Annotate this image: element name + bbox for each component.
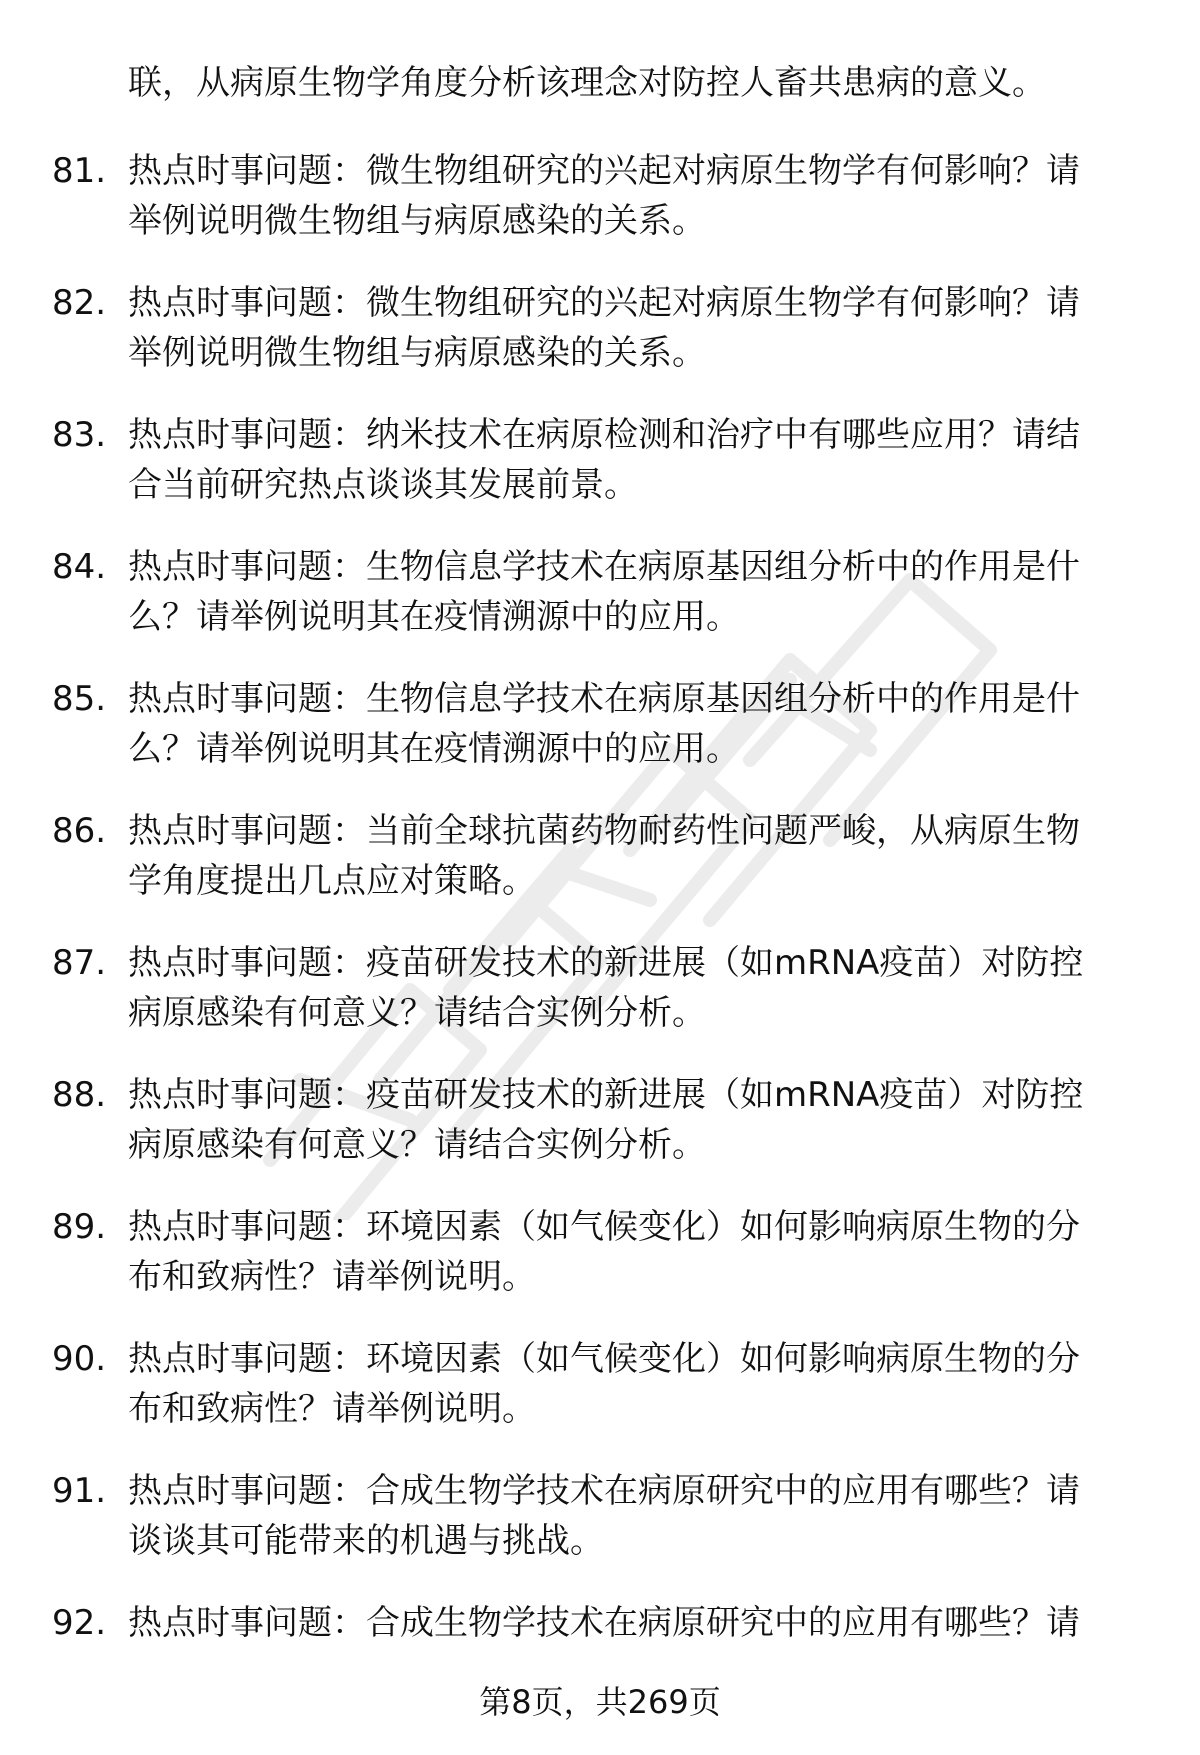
- question-line: 么？请举例说明其在疫情溯源中的应用。: [128, 729, 740, 769]
- question-list: [52, 146, 1148, 1730]
- question-number: 85.: [52, 679, 107, 719]
- question-text: [128, 1070, 1138, 1202]
- question-item: [52, 1466, 1148, 1598]
- question-line: 举例说明微生物组与病原感染的关系。: [128, 201, 706, 241]
- question-line: 布和致病性？请举例说明。: [128, 1257, 536, 1297]
- question-item: [52, 278, 1148, 410]
- question-line: 热点时事问题：生物信息学技术在病原基因组分析中的作用是什: [128, 679, 1080, 719]
- question-line: 病原感染有何意义？请结合实例分析。: [128, 993, 706, 1033]
- question-item: [52, 410, 1148, 542]
- question-text: [128, 938, 1138, 1070]
- question-text: [128, 1202, 1138, 1334]
- question-line: 热点时事问题：微生物组研究的兴起对病原生物学有何影响？请: [128, 151, 1080, 191]
- continuation-text: 联，从病原生物学角度分析该理念对防控人畜共患病的意义。: [128, 63, 1046, 103]
- question-line: 热点时事问题：合成生物学技术在病原研究中的应用有哪些？请: [128, 1603, 1080, 1643]
- question-line: 热点时事问题：环境因素（如气候变化）如何影响病原生物的分: [128, 1207, 1080, 1247]
- question-number: 89.: [52, 1207, 107, 1247]
- question-item: [52, 1202, 1148, 1334]
- question-line: 么？请举例说明其在疫情溯源中的应用。: [128, 597, 740, 637]
- question-line: 热点时事问题：疫苗研发技术的新进展（如mRNA疫苗）对防控: [128, 1075, 1084, 1115]
- question-line: 合当前研究热点谈谈其发展前景。: [128, 465, 638, 505]
- question-line: 学角度提出几点应对策略。: [128, 861, 536, 901]
- question-line: 谈谈其可能带来的机遇与挑战。: [128, 1521, 604, 1561]
- question-text: [128, 1466, 1138, 1598]
- question-line: 热点时事问题：当前全球抗菌药物耐药性问题严峻，从病原生物: [128, 811, 1080, 851]
- question-line: 热点时事问题：纳米技术在病原检测和治疗中有哪些应用？请结: [128, 415, 1080, 455]
- question-text: [128, 674, 1138, 806]
- question-line: 热点时事问题：生物信息学技术在病原基因组分析中的作用是什: [128, 547, 1080, 587]
- question-line: 举例说明微生物组与病原感染的关系。: [128, 333, 706, 373]
- question-number: 82.: [52, 283, 107, 323]
- question-number: 87.: [52, 943, 107, 983]
- question-number: 91.: [52, 1471, 107, 1511]
- question-number: 86.: [52, 811, 107, 851]
- question-item: [52, 1334, 1148, 1466]
- question-number: 92.: [52, 1603, 107, 1643]
- question-number: 81.: [52, 151, 107, 191]
- question-text: [128, 278, 1138, 410]
- question-number: 84.: [52, 547, 107, 587]
- question-line: 热点时事问题：疫苗研发技术的新进展（如mRNA疫苗）对防控: [128, 943, 1084, 983]
- question-item: [52, 806, 1148, 938]
- question-item: [52, 542, 1148, 674]
- question-number: 88.: [52, 1075, 107, 1115]
- question-item: [52, 1070, 1148, 1202]
- question-text: [128, 542, 1138, 674]
- question-line: 热点时事问题：微生物组研究的兴起对病原生物学有何影响？请: [128, 283, 1080, 323]
- question-item: [52, 674, 1148, 806]
- question-text: [128, 806, 1138, 938]
- question-line: 布和致病性？请举例说明。: [128, 1389, 536, 1429]
- question-text: [128, 1334, 1138, 1466]
- question-item: [52, 938, 1148, 1070]
- question-line: 病原感染有何意义？请结合实例分析。: [128, 1125, 706, 1165]
- question-line: 热点时事问题：合成生物学技术在病原研究中的应用有哪些？请: [128, 1471, 1080, 1511]
- question-number: 90.: [52, 1339, 107, 1379]
- question-line: 热点时事问题：环境因素（如气候变化）如何影响病原生物的分: [128, 1339, 1080, 1379]
- question-number: 83.: [52, 415, 107, 455]
- question-item: [52, 146, 1148, 278]
- question-text: [128, 410, 1138, 542]
- page-footer: 第8页，共269页: [479, 1683, 721, 1721]
- question-text: [128, 146, 1138, 278]
